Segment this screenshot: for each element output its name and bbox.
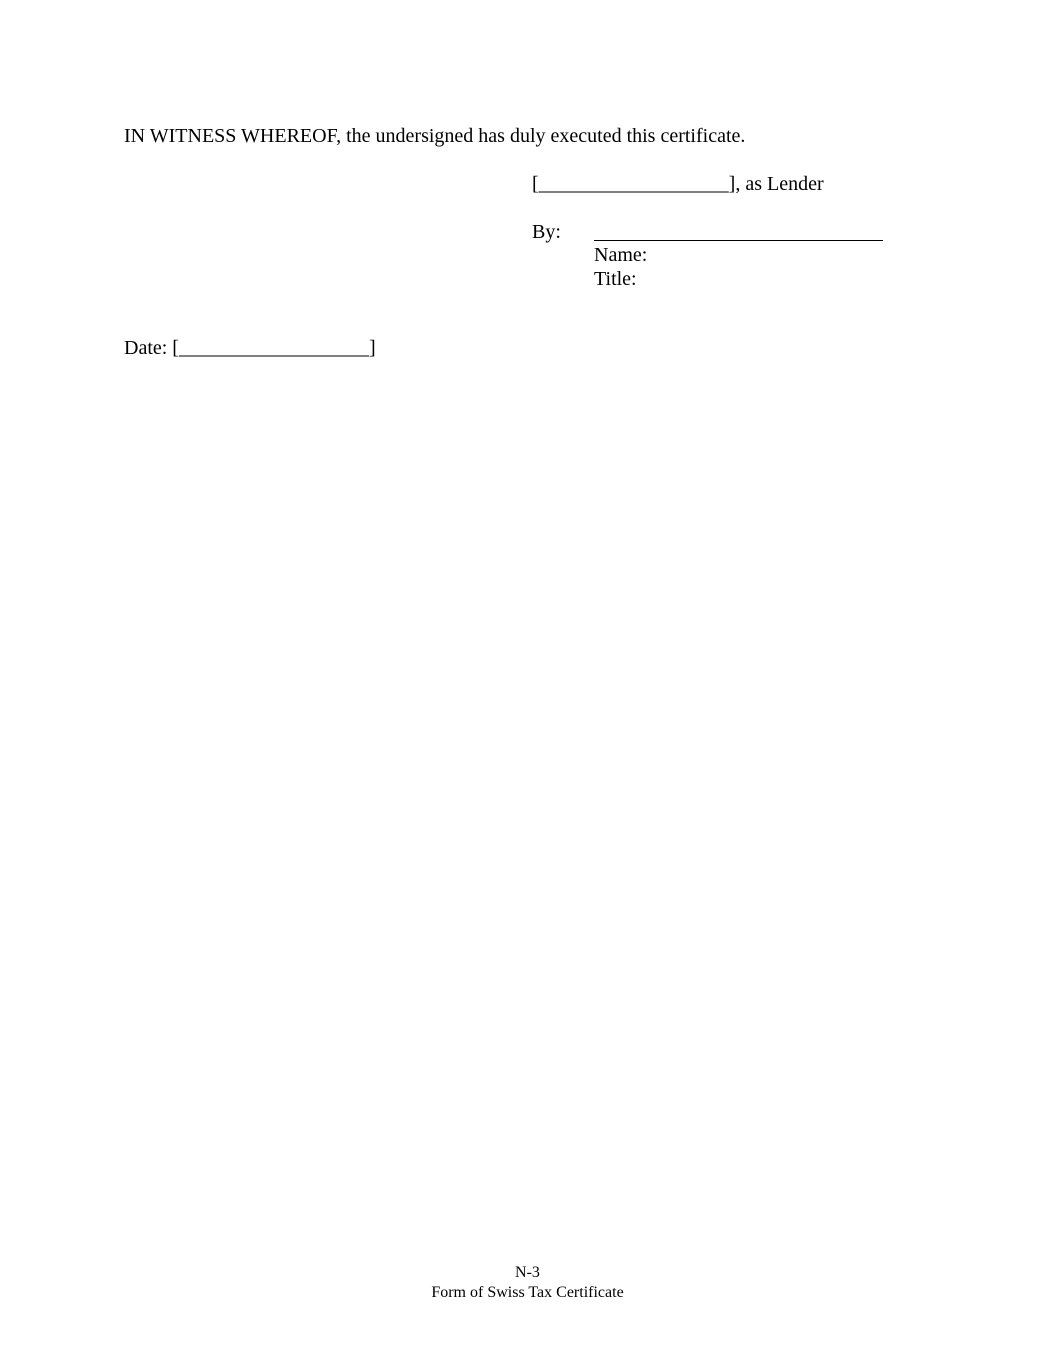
signature-line [594,240,883,241]
title-label: Title: [594,268,637,290]
page-number: N-3 [515,1264,540,1281]
footer-document-title: Form of Swiss Tax Certificate [431,1284,624,1301]
name-label: Name: [594,244,648,266]
lender-line: [___________________], as Lender [532,173,824,195]
witness-clause: IN WITNESS WHEREOF, the undersigned has duly executed this certificate. [124,125,746,147]
by-label: By: [532,221,561,243]
date-line: Date: [___________________] [124,337,376,359]
